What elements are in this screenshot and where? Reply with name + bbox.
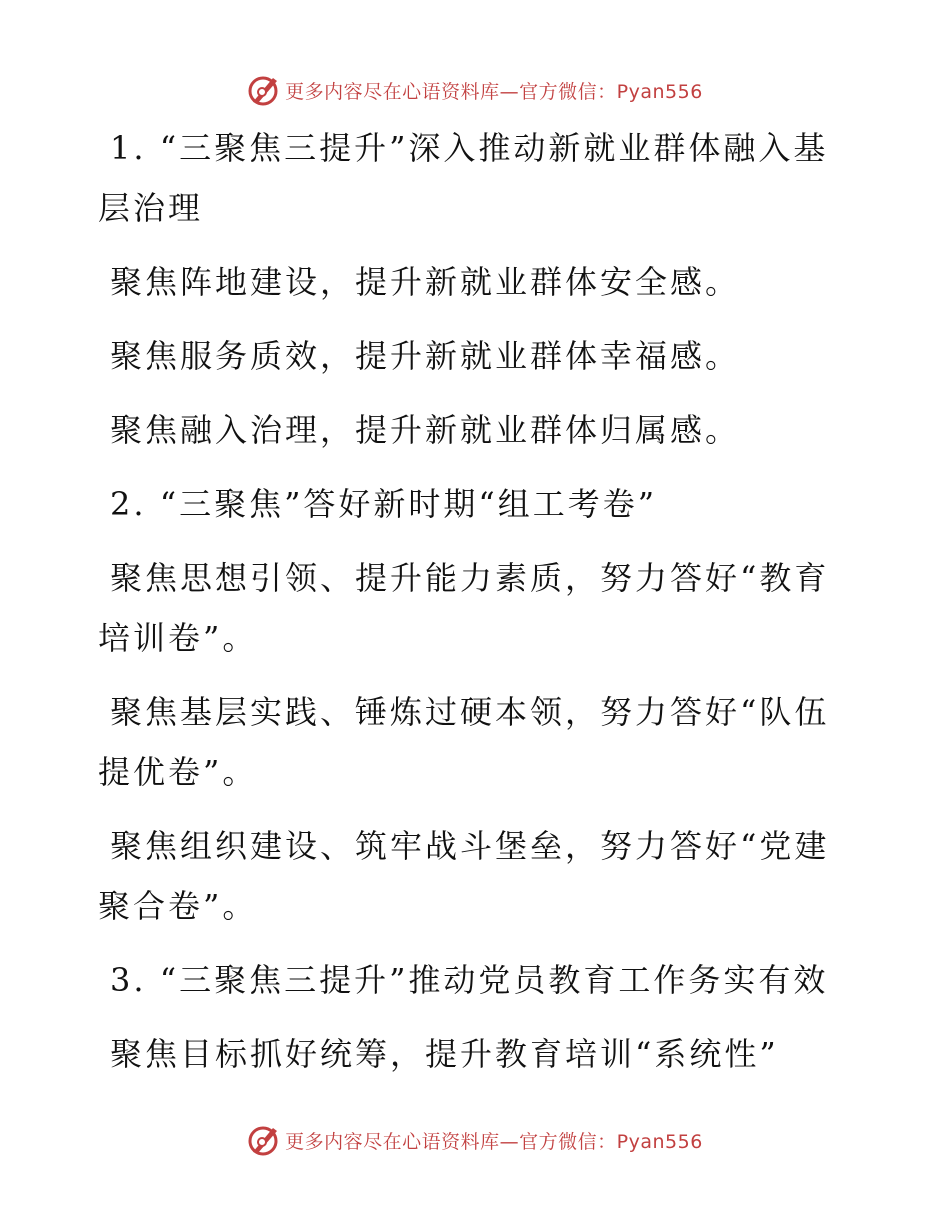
paragraph: 聚焦基层实践、锤炼过硬本领，努力答好“队伍提优卷”。	[98, 693, 830, 791]
watermark-footer	[0, 1122, 950, 1158]
watermark-text: 更多内容尽在心语资料库—官方微信：Pyan556	[285, 80, 703, 103]
section-heading-3: 3. “三聚焦三提升”推动党员教育工作务实有效	[110, 961, 829, 999]
paragraph: 聚焦目标抓好统筹，提升教育培训“系统性”	[110, 1035, 779, 1073]
paragraph: 聚焦融入治理，提升新就业群体归属感。	[110, 411, 741, 449]
brush-logo-icon	[247, 1122, 281, 1158]
document-body	[98, 118, 858, 1098]
paragraph: 聚焦思想引领、提升能力素质，努力答好“教育培训卷”。	[98, 559, 830, 657]
paragraph: 聚焦阵地建设，提升新就业群体安全感。	[110, 263, 741, 301]
paragraph: 聚焦服务质效，提升新就业群体幸福感。	[110, 337, 741, 375]
section-heading-1: 1. “三聚焦三提升”深入推动新就业群体融入基层治理	[98, 129, 829, 227]
brush-logo-icon	[247, 72, 281, 108]
paragraph: 聚焦组织建设、筑牢战斗堡垒，努力答好“党建聚合卷”。	[98, 827, 830, 925]
section-heading-2: 2. “三聚焦”答好新时期“组工考卷”	[110, 485, 658, 523]
watermark-header	[0, 72, 950, 108]
watermark-text: 更多内容尽在心语资料库—官方微信：Pyan556	[285, 1130, 703, 1153]
